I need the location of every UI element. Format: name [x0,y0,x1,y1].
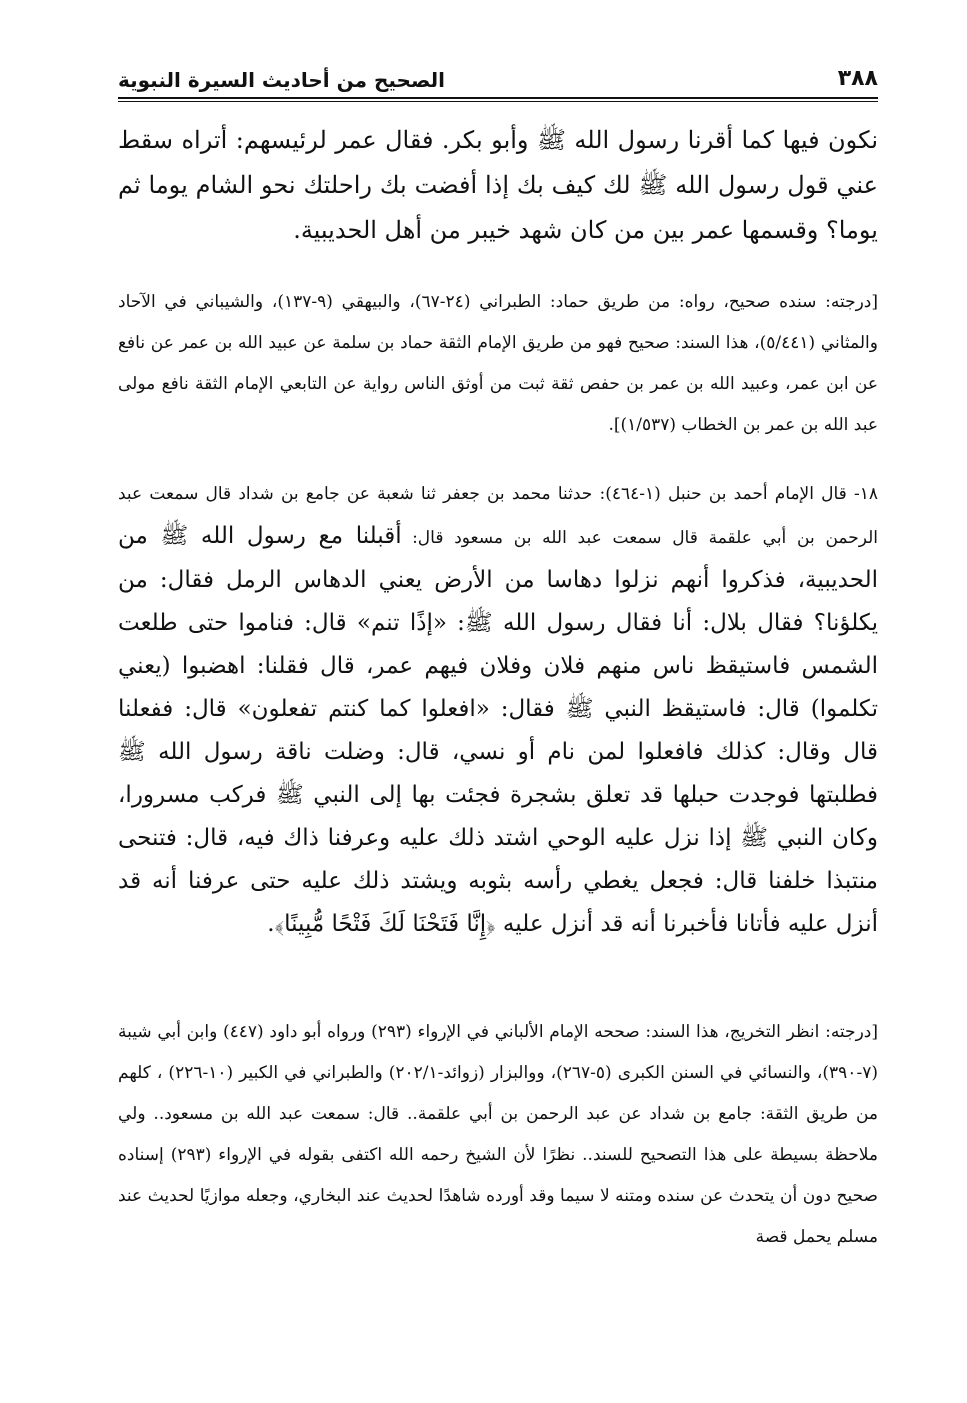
page-header [118,64,878,102]
paragraph-continuation: نكون فيها كما أقرنا رسول الله ﷺ وأبو بكر. فقال عمر لرئيسهم: أتراه سقط عني قول رسول الله ﷺ لك كيف بك إذا أفضت بك راحلتك نحو الشام يوما ثم يوما؟ وقسمها عمر بين من كان شهد خيبر من أهل الحديبية. [118,126,878,244]
page-number: ٣٨٨ [837,66,878,91]
grading-note-2: [درجته: انظر التخريج، هذا السند: صححه الإمام الألباني في الإرواء (٢٩٣) ورواه أبو داود (٤٤٧) وابن أبي شيبة (٧-٣٩٠)، والنسائي في السنن الكبرى (٥-٢٦٧)، ووالبزار (زوائد-٢٠٢/١) والطبراني في الكبير (١٠-٢٢٦) ، كلهم من طريق الثقة: جامع بن شداد عن عبد الرحمن بن أبي علقمة.. قال: سمعت عبد الله بن مسعود.. ولي ملاحظة بسيطة على هذا التصحيح للسند.. نظرًا لأن الشيخ رحمه الله اكتفى بقوله في الإرواء (٢٩٣) إسناده صحيح دون أن يتحدث عن سنده ومتنه لا سيما وقد أورده شاهدًا لحديث عند البخاري، وجعله موازيًا لحديث عند مسلم يحمل قصة [118,1022,878,1247]
book-title: الصحيح من أحاديث السيرة النبوية [118,68,446,92]
header-rule [118,97,878,99]
header-rule-thin [118,101,878,102]
grading-note-1: [درجته: سنده صحيح، رواه: من طريق حماد: الطبراني (٢٤-٦٧)، والبيهقي (٩-١٣٧)، والشيباني في الآحاد والمثاني (٥/٤٤١)، هذا السند: صحيح فهو من طريق الإمام الثقة حماد بن سلمة عن عبيد الله بن عمر عن نافع عن ابن عمر، وعبيد الله بن عمر بن حفص ثقة ثبت من أوثق الناس رواية عن التابعي الإمام الثقة نافع مولى عبد الله بن عمر بن الخطاب (١/٥٣٧)]. [118,292,879,435]
hadith-matn: أقبلنا مع رسول الله ﷺ من الحديبية، فذكروا أنهم نزلوا دهاسا من الأرض يعني الدهاس الرمل فقال: من يكلؤنا؟ فقال بلال: أنا فقال رسول الله ﷺ: «إذًا تنم» قال: فناموا حتى طلعت الشمس فاستيقظ ناس منهم فلان وفلان فيهم عمر، قال فقلنا: اهضبوا (يعني تكلموا) قال: فاستيقظ النبي ﷺ فقال: «افعلوا كما كنتم تفعلون» قال: ففعلنا قال وقال: كذلك فافعلوا لمن نام أو نسي، قال: وضلت ناقة رسول الله ﷺ فطلبتها فوجدت حبلها قد تعلق بشجرة فجئت بها إلى النبي ﷺ فركب مسرورا، وكان النبي ﷺ إذا نزل عليه الوحي اشتد ذلك عليه وعرفنا ذاك فيه، قال: فتنحى منتبذا خلفنا قال: فجعل يغطي رأسه بثوبه ويشتد ذلك عليه حتى عرفنا أنه قد أنزل عليه فأتانا فأخبرنا أنه قد أنزل عليه ﴿إِنَّا فَتَحْنَا لَكَ فَتْحًا مُّبِينًا﴾. [118,523,878,937]
hadith-isnad: ١٨- قال الإمام أحمد بن حنبل (١-٤٦٤): حدثنا محمد بن جعفر ثنا شعبة عن جامع بن شداد قال سمعت عبد الرحمن بن أبي علقمة قال سمعت عبد الله بن مسعود قال: [118,484,878,548]
hadith-18 [118,474,878,946]
